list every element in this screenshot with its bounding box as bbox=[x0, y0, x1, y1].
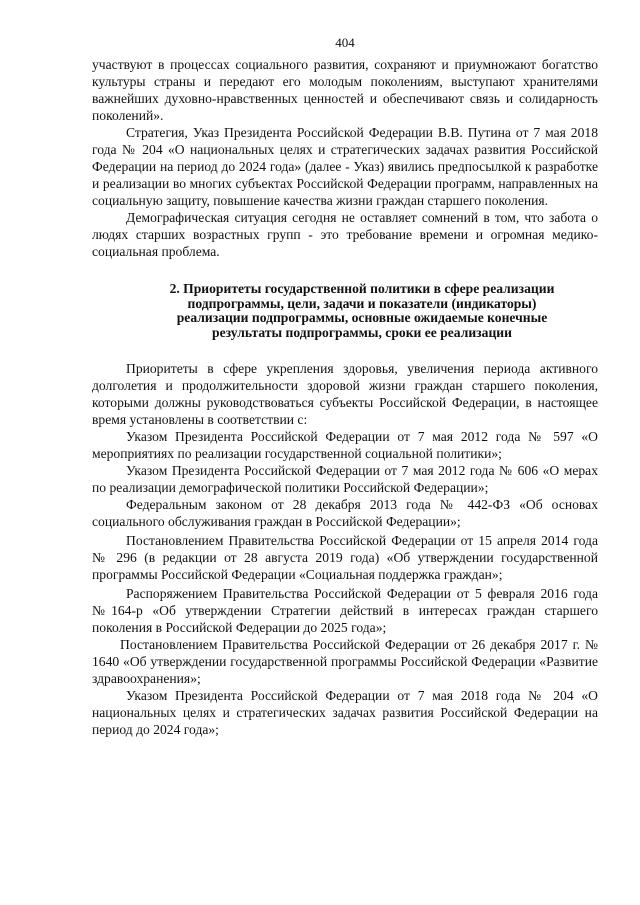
list-item-order-164: Распоряжением Правительства Российской Федерации от 5 февраля 2016 года №164-р «Об утверждении Стратегии действий в интересах граждан старшего поколения в Российской Федерации до 2025 года»; bbox=[92, 586, 598, 635]
section-heading-line: подпрограммы, цели, задачи и показатели (индикаторы) bbox=[187, 295, 537, 311]
section-heading-line: 2. Приоритеты государственной политики в сфере реализации bbox=[169, 281, 555, 296]
paragraph-strategy: Стратегия, Указ Президента Российской Федерации В.В. Путина от 7 мая 2018 года № 204 «О национальных целях и стратегических задачах развития Российской Федерации на период до 2024 года» (далее - Указ) явились предпосылкой к разработке и реализации во многих субъектах Российской Федерации программ, направленных на социальную защиту, повышение качества жизни граждан старшего поколения. bbox=[92, 125, 598, 208]
page-number: 404 bbox=[335, 35, 355, 50]
list-item-decree-204: Указом Президента Российской Федерации от 7 мая 2018 года № 204 «О национальных целях и стратегических задачах развития Российской Федерации на период до 2024 года»; bbox=[92, 688, 598, 737]
document-page bbox=[92, 34, 598, 738]
paragraph-demography: Демографическая ситуация сегодня не оставляет сомнений в том, что забота о людях старших возрастных групп - это требование времени и огромная медико-социальная проблема. bbox=[92, 210, 598, 259]
list-item-decree-597: Указом Президента Российской Федерации от 7 мая 2012 года № 597 «О мероприятиях по реализации государственной социальной политики»; bbox=[92, 429, 598, 461]
paragraph-priorities: Приоритеты в сфере укрепления здоровья, увеличения периода активного долголетия и продолжительности здоровой жизни граждан старшего поколения, которыми должны руководствоваться субъекты Российской Федерации, в настоящее время установлены в соответствии с: bbox=[92, 361, 598, 427]
list-item-law-442: Федеральным законом от 28 декабря 2013 года № 442-ФЗ «Об основах социального обслуживания граждан в Российской Федерации»; bbox=[92, 497, 598, 529]
section-heading-line: результаты подпрограммы, сроки ее реализации bbox=[212, 324, 512, 340]
list-item-resolution-296: Постановлением Правительства Российской Федерации от 15 апреля 2014 года № 296 (в редакции от 28 августа 2019 года) «Об утверждении государственной программы Российской Федерации «Социальная поддержка граждан»; bbox=[92, 533, 598, 582]
section-heading bbox=[92, 282, 598, 340]
list-item-decree-606: Указом Президента Российской Федерации от 7 мая 2012 года № 606 «О мерах по реализации демографической политики Российской Федерации»; bbox=[92, 463, 598, 495]
list-item-resolution-1640: Постановлением Правительства Российской Федерации от 26 декабря 2017 г. № 1640 «Об утверждении государственной программы Российской Федерации «Развитие здравоохранения»; bbox=[92, 637, 598, 686]
section-heading-line: реализации подпрограммы, основные ожидаемые конечные bbox=[176, 310, 548, 325]
paragraph-continuation: участвуют в процессах социального развития, сохраняют и приумножают богатство культуры страны и передают его молодым поколениям, выступают хранителями важнейших духовно-нравственных ценностей и обеспечивают связь и солидарность поколений». bbox=[92, 57, 598, 123]
